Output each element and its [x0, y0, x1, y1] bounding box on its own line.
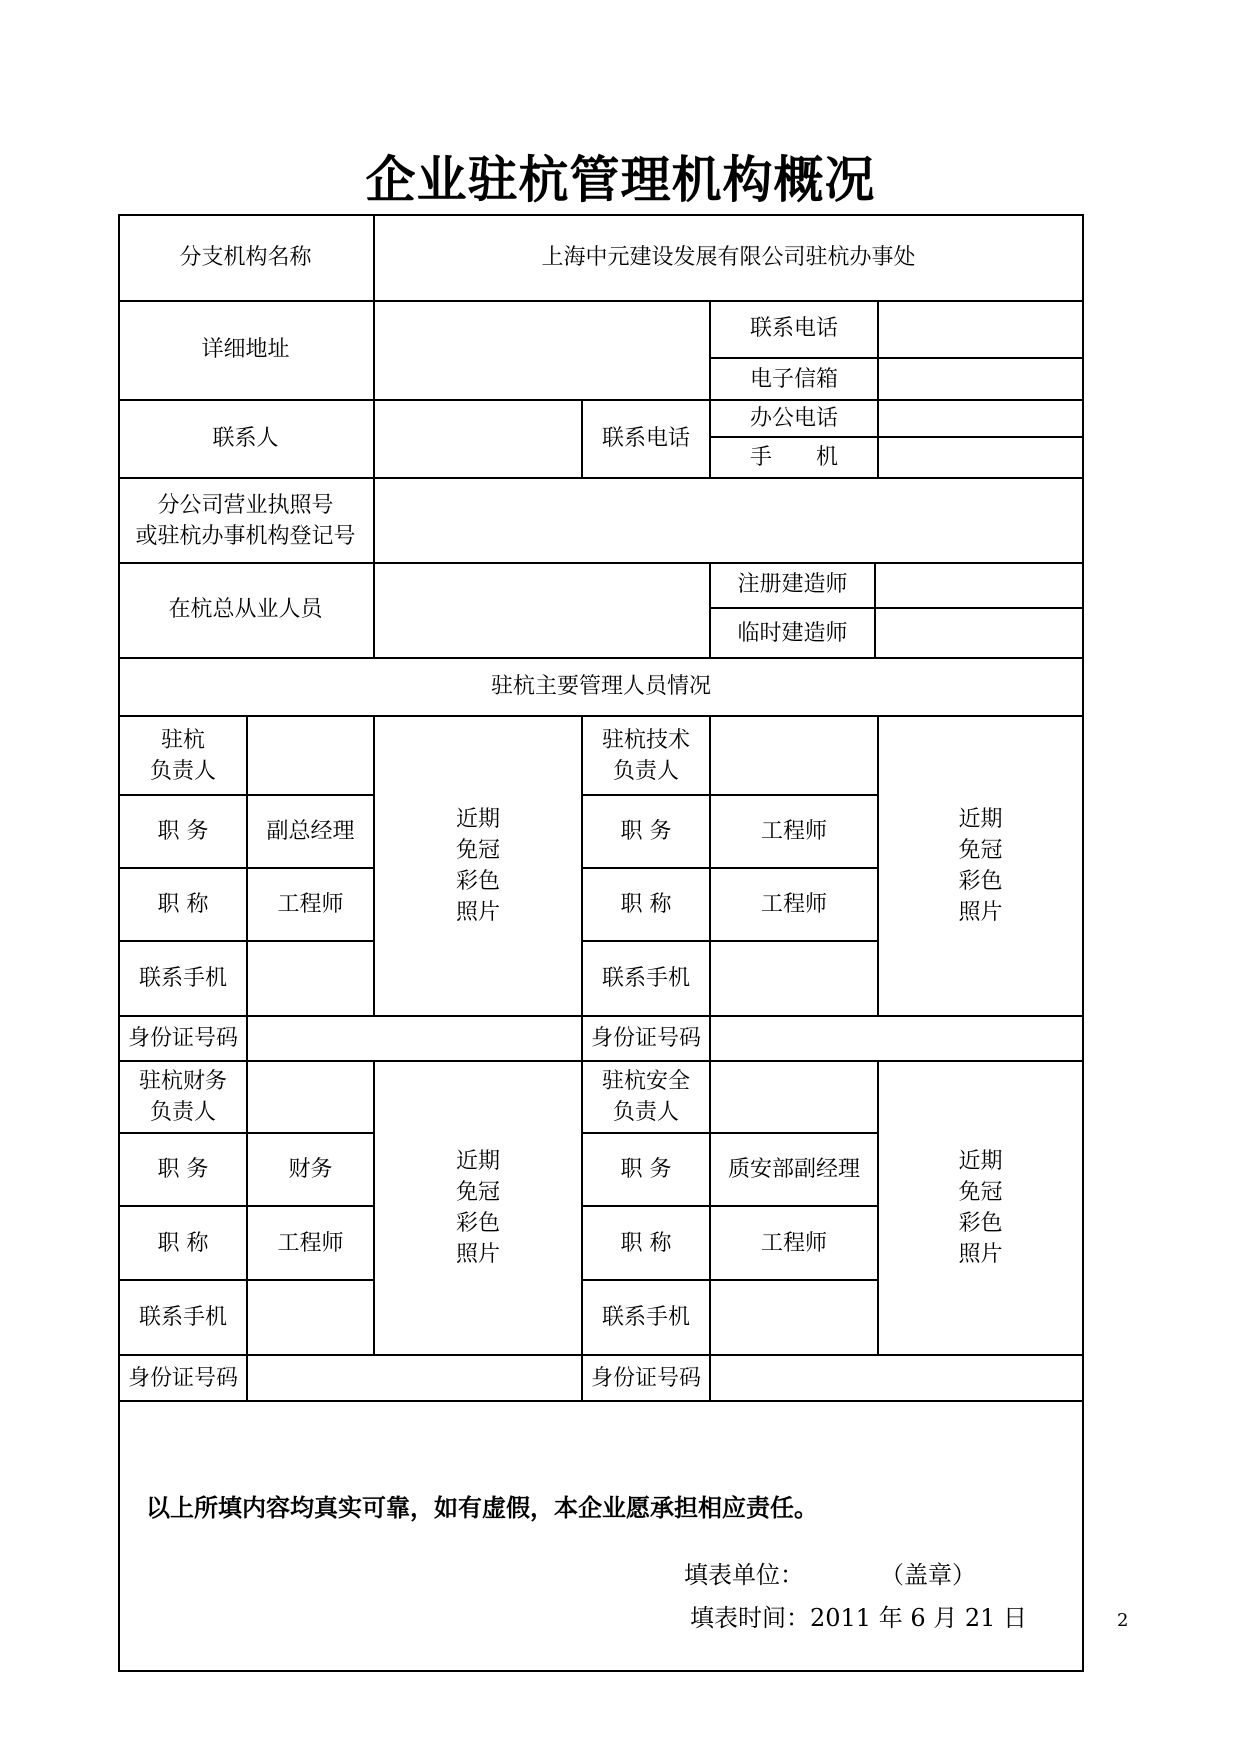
license-field[interactable] [375, 479, 1082, 562]
title-value[interactable]: 工程师 [277, 1230, 344, 1256]
mobile-label: 联系手机 [138, 1305, 227, 1330]
stamp-placeholder: （盖章） [880, 1561, 976, 1589]
title-label: 职 称 [620, 892, 672, 917]
mobile-label: 联系手机 [601, 966, 690, 991]
position-label: 职 务 [620, 1157, 672, 1182]
id-number-field[interactable] [711, 1017, 1082, 1060]
address-label: 详细地址 [201, 337, 290, 362]
contact-phone-field[interactable] [879, 300, 1082, 357]
title-label: 职 称 [157, 1230, 209, 1256]
license-label-line1: 分公司营业执照号 [157, 492, 334, 518]
branch-name-value[interactable]: 上海中元建设发展有限公司驻杭办事处 [541, 244, 916, 270]
office-phone-field[interactable] [879, 401, 1082, 436]
manager-name-field[interactable] [248, 717, 373, 794]
mobile-label: 联系手机 [138, 966, 227, 991]
title-value[interactable]: 工程师 [760, 1230, 827, 1256]
fill-time: 填表时间：2011 年 6 月 21 日 [690, 1604, 1028, 1632]
page-number: 2 [1117, 1610, 1129, 1631]
email-label: 电子信箱 [749, 366, 838, 392]
contact-person-field[interactable] [375, 399, 581, 477]
license-label-line2: 或驻杭办事机构登记号 [135, 523, 356, 549]
id-number-field[interactable] [248, 1017, 581, 1060]
position-value[interactable]: 工程师 [760, 819, 827, 844]
id-number-field[interactable] [711, 1356, 1082, 1400]
position-label: 职 务 [157, 819, 209, 844]
title-value[interactable]: 工程师 [760, 892, 827, 917]
mobile-field[interactable] [248, 1281, 373, 1354]
id-number-label: 身份证号码 [590, 1026, 701, 1051]
position-value[interactable]: 副总经理 [266, 819, 355, 844]
position-label: 职 务 [620, 819, 672, 844]
title-label: 职 称 [620, 1230, 672, 1256]
title-label: 职 称 [157, 892, 209, 917]
address-field[interactable] [375, 300, 709, 399]
temp-builder-label: 临时建造师 [737, 620, 848, 646]
staff-label: 在杭总从业人员 [168, 597, 323, 622]
temp-builder-field[interactable] [876, 609, 1082, 657]
photo-placeholder[interactable]: 近期 免冠 彩色 照片 [958, 807, 1003, 925]
declaration-text: 以上所填内容均真实可靠，如有虚假，本企业愿承担相应责任。 [146, 1494, 818, 1522]
photo-placeholder[interactable]: 近期 免冠 彩色 照片 [455, 807, 500, 925]
page-title: 企业驻杭管理机构概况 [365, 151, 876, 209]
photo-placeholder[interactable]: 近期 免冠 彩色 照片 [455, 1149, 500, 1267]
mobile-field[interactable] [248, 942, 373, 1015]
mobile-label: 手 机 [749, 445, 838, 470]
email-field[interactable] [879, 359, 1082, 399]
id-number-label: 身份证号码 [127, 1365, 238, 1391]
title-value[interactable]: 工程师 [277, 892, 344, 917]
manager-name-field[interactable] [711, 717, 877, 794]
mobile-label: 联系手机 [601, 1305, 690, 1330]
position-value[interactable]: 财务 [288, 1157, 333, 1182]
table-border-bottom [118, 1670, 1084, 1672]
contact-phone-label: 联系电话 [749, 316, 838, 341]
position-label: 职 务 [157, 1157, 209, 1182]
manager-role: 驻杭 负责人 [149, 727, 216, 784]
manager-name-field[interactable] [711, 1062, 877, 1132]
manager-role: 驻杭技术 负责人 [601, 727, 690, 784]
mobile-field[interactable] [711, 942, 877, 1015]
id-number-field[interactable] [248, 1356, 581, 1400]
mobile-field[interactable] [879, 438, 1082, 477]
row-divider [118, 1400, 1084, 1402]
contact-phone-group-label: 联系电话 [601, 425, 690, 451]
license-label [118, 479, 373, 562]
manager-role: 驻杭安全 负责人 [601, 1069, 690, 1125]
registered-builder-label: 注册建造师 [737, 572, 848, 597]
section-title: 驻杭主要管理人员情况 [490, 673, 711, 699]
table-border-right [1082, 214, 1084, 1672]
id-number-label: 身份证号码 [127, 1026, 238, 1051]
fill-unit-label: 填表单位： [684, 1561, 804, 1589]
staff-field[interactable] [375, 562, 709, 657]
contact-person-label: 联系人 [212, 425, 279, 451]
branch-name-label: 分支机构名称 [179, 244, 312, 270]
position-value[interactable]: 质安部副经理 [727, 1157, 860, 1182]
photo-placeholder[interactable]: 近期 免冠 彩色 照片 [958, 1149, 1003, 1267]
mobile-field[interactable] [711, 1281, 877, 1354]
manager-name-field[interactable] [248, 1062, 373, 1132]
registered-builder-field[interactable] [876, 562, 1082, 607]
manager-role: 驻杭财务 负责人 [138, 1069, 227, 1125]
id-number-label: 身份证号码 [590, 1365, 701, 1391]
office-phone-label: 办公电话 [749, 406, 838, 431]
